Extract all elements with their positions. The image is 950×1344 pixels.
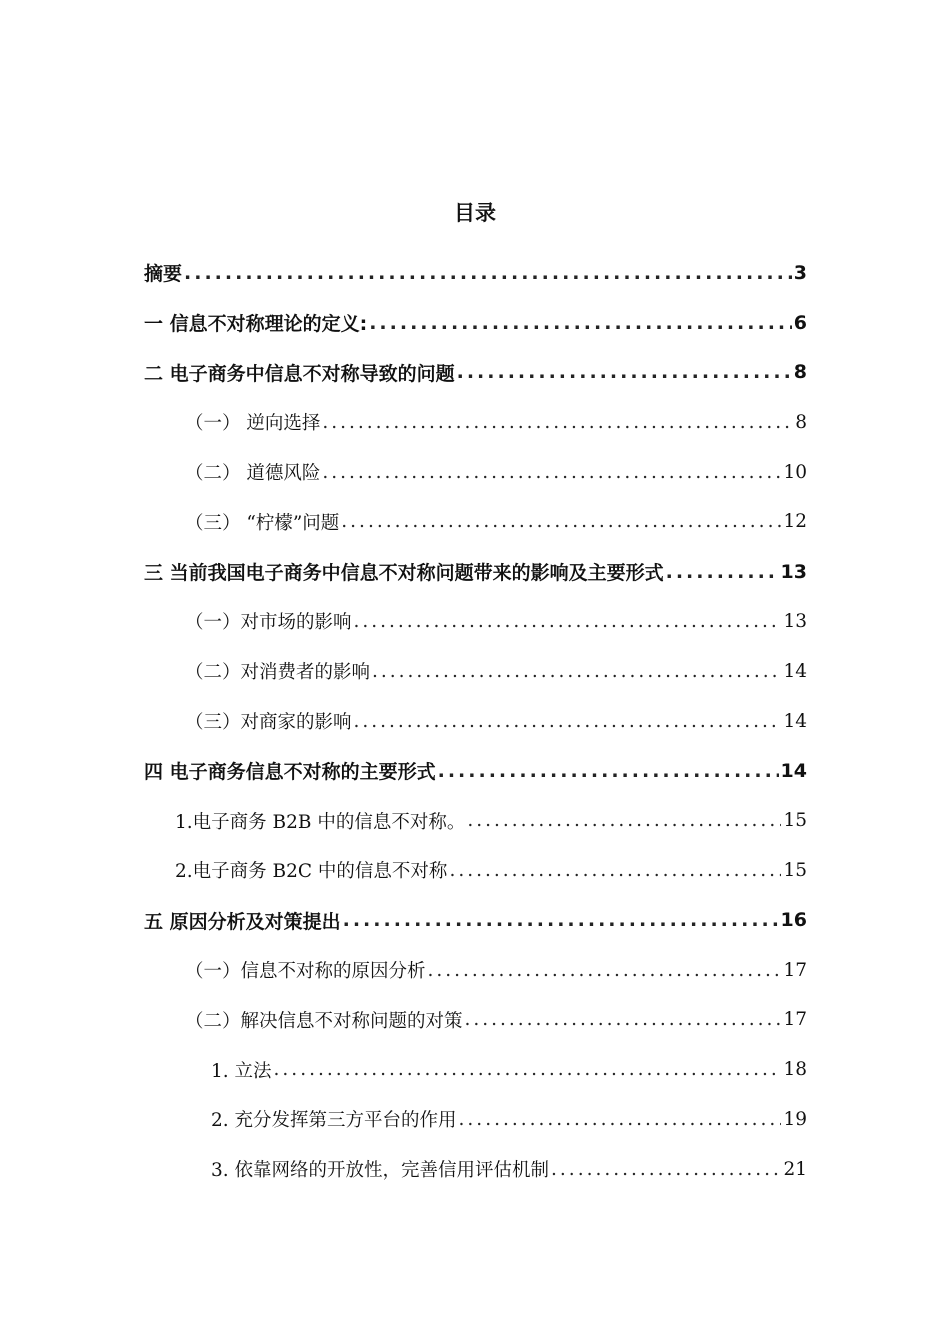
toc-page-number: 17 (783, 1009, 807, 1031)
toc-dot-leader (322, 412, 793, 433)
toc-page-number: 8 (795, 411, 807, 433)
toc-entry-chapter-4[interactable] (0, 746, 950, 796)
toc-entry-chapter-3[interactable] (0, 547, 950, 597)
toc-dot-leader (341, 511, 781, 532)
toc-entry-chapter-5[interactable] (0, 895, 950, 945)
toc-page-number: 3 (793, 261, 807, 284)
toc-entry-text: 2.电子商务 B2C 中的信息不对称 (175, 861, 448, 883)
toc-page-number: 15 (783, 859, 807, 881)
toc-page-number: 6 (793, 311, 807, 334)
toc-entry-text: 3. 依靠网络的开放性，完善信用评估机制 (211, 1160, 550, 1182)
toc-dot-leader (449, 860, 781, 881)
toc-dot-leader (322, 462, 781, 483)
toc-page-number: 14 (783, 710, 807, 732)
toc-dot-leader (467, 810, 781, 831)
toc-entry-text: （二） 道德风险 (185, 463, 321, 485)
toc-dot-leader (343, 909, 779, 931)
toc-dot-leader (457, 361, 792, 383)
toc-dot-leader (354, 611, 782, 632)
toc-entry-text: 1. 立法 (211, 1060, 272, 1082)
toc-page-number: 8 (793, 361, 807, 384)
toc-entry-text: （一）对市场的影响 (185, 612, 352, 634)
toc-dot-leader (274, 1059, 782, 1080)
toc-entry-section-2-2[interactable] (0, 447, 950, 497)
toc-entry-text: 五 原因分析及对策提出 (144, 910, 341, 933)
toc-dot-leader (372, 661, 781, 682)
toc-entry-subsection-5-2-1[interactable] (0, 1045, 950, 1095)
toc-entry-text: 摘要 (144, 263, 183, 286)
toc-entry-section-4-1[interactable] (0, 796, 950, 846)
toc-list (0, 248, 950, 1194)
toc-entry-subsection-5-2-3[interactable] (0, 1144, 950, 1194)
toc-entry-section-4-2[interactable] (0, 846, 950, 896)
toc-entry-abstract[interactable] (0, 248, 950, 298)
toc-page-number: 13 (780, 560, 807, 583)
toc-title: 目录 (454, 201, 496, 225)
toc-entry-text: 四 电子商务信息不对称的主要形式 (144, 761, 436, 784)
toc-page-number: 14 (780, 759, 807, 782)
toc-entry-chapter-1[interactable] (0, 298, 950, 348)
toc-page-number: 12 (783, 511, 807, 533)
toc-page-number: 17 (783, 959, 807, 981)
toc-dot-leader (459, 1109, 782, 1130)
toc-page-number: 15 (783, 810, 807, 832)
toc-entry-text: （二）对消费者的影响 (185, 662, 371, 684)
toc-dot-leader (551, 1159, 781, 1180)
toc-entry-text: （三） “柠檬”问题 (185, 512, 340, 534)
toc-page-number: 10 (783, 461, 807, 483)
toc-entry-chapter-2[interactable] (0, 348, 950, 398)
toc-page-number: 13 (783, 610, 807, 632)
toc-page-number: 18 (783, 1059, 807, 1081)
toc-entry-section-5-1[interactable] (0, 945, 950, 995)
toc-page-number: 19 (783, 1108, 807, 1130)
toc-page-number: 14 (783, 660, 807, 682)
toc-entry-subsection-5-2-2[interactable] (0, 1095, 950, 1145)
toc-entry-section-3-1[interactable] (0, 597, 950, 647)
toc-entry-section-3-3[interactable] (0, 696, 950, 746)
toc-entry-text: （三）对商家的影响 (185, 712, 352, 734)
toc-entry-text: （一） 逆向选择 (185, 413, 321, 435)
toc-page-number: 16 (780, 909, 807, 932)
toc-entry-text: （二）解决信息不对称问题的对策 (185, 1010, 463, 1032)
toc-dot-leader (438, 760, 779, 782)
toc-entry-text: 1.电子商务 B2B 中的信息不对称。 (175, 811, 466, 833)
toc-entry-section-2-1[interactable] (0, 397, 950, 447)
toc-entry-text: 2. 充分发挥第三方平台的作用 (211, 1110, 457, 1132)
toc-entry-section-5-2[interactable] (0, 995, 950, 1045)
toc-dot-leader (369, 312, 792, 334)
toc-entry-section-3-2[interactable] (0, 646, 950, 696)
toc-entry-text: 一 信息不对称理论的定义: (144, 313, 368, 336)
toc-page-number: 21 (783, 1158, 807, 1180)
toc-entry-text: 三 当前我国电子商务中信息不对称问题带来的影响及主要形式 (144, 562, 664, 585)
toc-dot-leader (428, 960, 782, 981)
toc-dot-leader (184, 262, 792, 284)
toc-dot-leader (666, 561, 779, 583)
toc-dot-leader (354, 711, 782, 732)
toc-entry-section-2-3[interactable] (0, 497, 950, 547)
toc-entry-text: （一）信息不对称的原因分析 (185, 961, 426, 983)
toc-dot-leader (465, 1009, 782, 1030)
toc-entry-text: 二 电子商务中信息不对称导致的问题 (144, 362, 455, 385)
